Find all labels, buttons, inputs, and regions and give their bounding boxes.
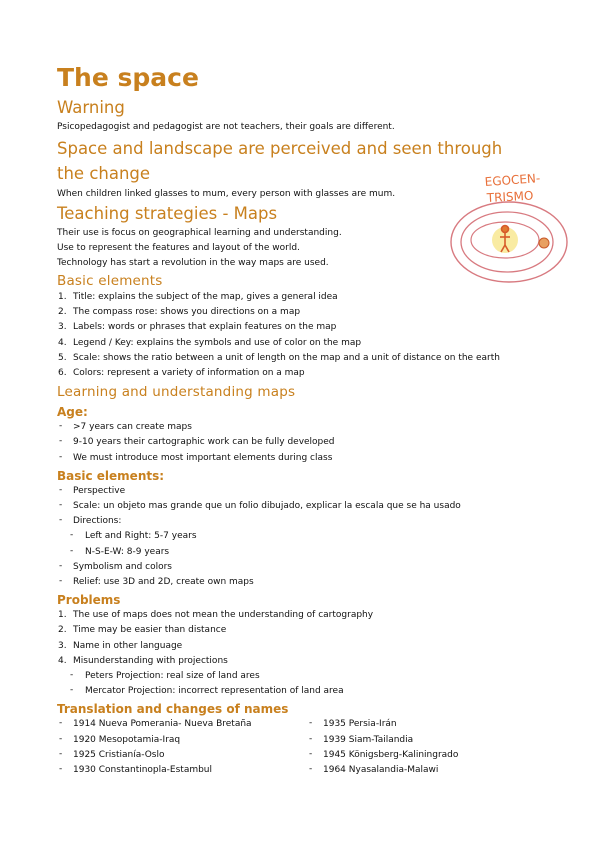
list-item: 4. Legend / Key: explains the symbols and use of color on the map xyxy=(58,337,362,348)
teaching-line: Technology has start a revolution in the way maps are used. xyxy=(57,258,329,268)
list-item: - Directions: xyxy=(57,514,557,529)
list-item: - We must introduce most important elements during class xyxy=(57,451,557,466)
problems-heading: Problems xyxy=(57,593,121,608)
list-item: - Mercator Projection: incorrect representation of land area xyxy=(57,684,557,699)
list-item: 6. Colors: represent a variety of information on a map xyxy=(58,368,305,379)
teaching-heading: Teaching strategies - Maps xyxy=(57,204,278,223)
list-item: - 1945 Königsberg-Kaliningrado xyxy=(307,748,557,763)
list-item: 4. Misunderstanding with projections xyxy=(58,655,228,666)
list-item: - 1930 Constantinopla-Estambul xyxy=(57,763,307,778)
names-columns xyxy=(57,717,557,778)
warning-heading: Warning xyxy=(57,98,125,117)
space-heading-line2: the change xyxy=(57,164,151,183)
translation-heading: Translation and changes of names xyxy=(57,702,289,717)
elements-list-continued xyxy=(57,560,557,590)
list-item: - 1925 Cristianía-Oslo xyxy=(57,748,307,763)
list-item: - 1935 Persia-Irán xyxy=(307,717,557,732)
list-item: 2. Time may be easier than distance xyxy=(58,625,227,636)
sketch-text-line1: EGOCEN- xyxy=(484,171,541,189)
list-item: - Perspective xyxy=(57,484,557,499)
list-item: 3. Name in other language xyxy=(58,640,183,651)
teaching-line: Their use is focus on geographical learning and understanding. xyxy=(57,228,342,238)
teaching-line: Use to represent the features and layout of the world. xyxy=(57,243,300,253)
basic-elements-subheading: Basic elements: xyxy=(57,468,165,483)
list-item: 5. Scale: shows the ratio between a unit of length on the map and a unit of distance on the earth xyxy=(58,352,500,363)
list-item: - 1939 Siam-Tailandia xyxy=(307,733,557,748)
sketch-text-line2: TRISMO xyxy=(486,188,534,205)
age-list xyxy=(57,420,557,466)
list-item: - N-S-E-W: 8-9 years xyxy=(57,545,557,560)
problems-list xyxy=(57,608,557,669)
warning-text: Psicopedagogist and pedagogist are not teachers, their goals are different. xyxy=(57,122,395,132)
list-item: - Relief: use 3D and 2D, create own maps xyxy=(57,575,557,590)
list-item: - Left and Right: 5-7 years xyxy=(57,529,557,544)
directions-sublist xyxy=(57,529,557,559)
elements-list xyxy=(57,484,557,530)
learning-heading: Learning and understanding maps xyxy=(57,384,296,401)
projections-sublist xyxy=(57,669,557,699)
planet-icon xyxy=(539,238,549,248)
list-item: - >7 years can create maps xyxy=(57,420,557,435)
list-item: 2. The compass rose: shows you directions on a map xyxy=(58,307,301,318)
list-item: - 1964 Nyasalandia-Malawi xyxy=(307,763,557,778)
basic-elements-heading: Basic elements xyxy=(57,273,163,289)
list-item: 1. The use of maps does not mean the understanding of cartography xyxy=(58,610,374,621)
egocentrism-sketch xyxy=(447,162,572,292)
list-item: - 9-10 years their cartographic work can be fully developed xyxy=(57,435,557,450)
space-heading-line1: Space and landscape are perceived and seen through xyxy=(57,139,503,158)
page-title: The space xyxy=(57,63,199,92)
age-heading: Age: xyxy=(57,405,88,420)
list-item: - Peters Projection: real size of land ares xyxy=(57,669,557,684)
basic-elements-list xyxy=(57,290,557,381)
names-right-list xyxy=(307,717,557,778)
names-left-list xyxy=(57,717,307,778)
space-text: When children linked glasses to mum, every person with glasses are mum. xyxy=(57,189,396,199)
list-item: - Symbolism and colors xyxy=(57,560,557,575)
list-item: - Scale: un objeto mas grande que un folio dibujado, explicar la escala que se ha usado xyxy=(57,499,557,514)
list-item: - 1914 Nueva Pomerania- Nueva Bretaña xyxy=(57,717,307,732)
list-item: - 1920 Mesopotamia-Iraq xyxy=(57,733,307,748)
list-item: 1. Title: explains the subject of the map, gives a general idea xyxy=(58,292,338,302)
list-item: 3. Labels: words or phrases that explain features on the map xyxy=(58,322,337,333)
